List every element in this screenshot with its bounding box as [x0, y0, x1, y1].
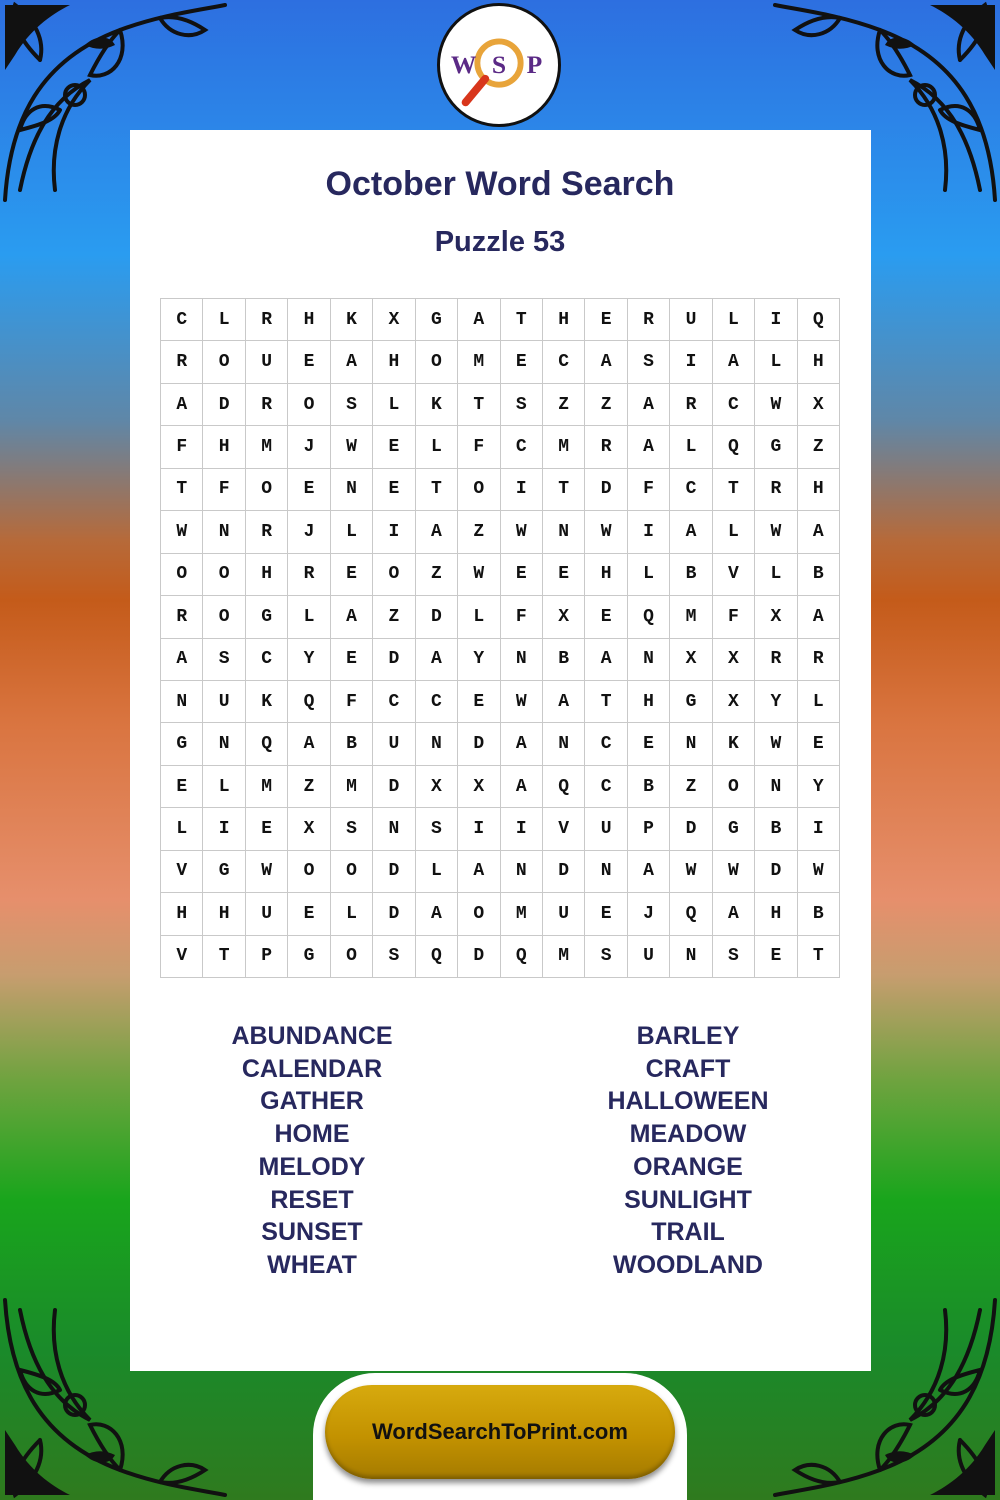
grid-cell[interactable]: G [713, 808, 755, 850]
grid-cell[interactable]: H [203, 893, 245, 935]
grid-cell[interactable]: D [373, 639, 415, 681]
grid-cell[interactable]: U [246, 893, 288, 935]
grid-cell[interactable]: H [585, 554, 627, 596]
grid-cell[interactable]: Q [543, 766, 585, 808]
grid-cell[interactable]: X [670, 639, 712, 681]
grid-cell[interactable]: W [755, 384, 797, 426]
grid-cell[interactable]: E [458, 681, 500, 723]
grid-cell[interactable]: S [373, 936, 415, 978]
grid-cell[interactable]: A [670, 511, 712, 553]
grid-cell[interactable]: H [755, 893, 797, 935]
grid-cell[interactable]: K [713, 723, 755, 765]
grid-cell[interactable]: E [501, 554, 543, 596]
grid-cell[interactable]: L [203, 299, 245, 341]
grid-cell[interactable]: D [373, 893, 415, 935]
grid-cell[interactable]: V [161, 936, 203, 978]
grid-cell[interactable]: X [755, 596, 797, 638]
grid-cell[interactable]: L [755, 341, 797, 383]
grid-cell[interactable]: N [670, 936, 712, 978]
grid-cell[interactable]: E [331, 554, 373, 596]
grid-cell[interactable]: R [755, 469, 797, 511]
grid-cell[interactable]: P [628, 808, 670, 850]
grid-cell[interactable]: Y [798, 766, 840, 808]
grid-cell[interactable]: O [288, 851, 330, 893]
grid-cell[interactable]: A [585, 639, 627, 681]
grid-cell[interactable]: B [755, 808, 797, 850]
grid-cell[interactable]: P [246, 936, 288, 978]
grid-cell[interactable]: Z [458, 511, 500, 553]
grid-cell[interactable]: X [373, 299, 415, 341]
grid-cell[interactable]: J [628, 893, 670, 935]
grid-cell[interactable]: X [288, 808, 330, 850]
grid-cell[interactable]: Y [458, 639, 500, 681]
grid-cell[interactable]: I [501, 808, 543, 850]
grid-cell[interactable]: W [246, 851, 288, 893]
grid-cell[interactable]: O [288, 384, 330, 426]
grid-cell[interactable]: N [628, 639, 670, 681]
grid-cell[interactable]: R [585, 426, 627, 468]
grid-cell[interactable]: M [246, 766, 288, 808]
grid-cell[interactable]: Q [288, 681, 330, 723]
grid-cell[interactable]: O [203, 341, 245, 383]
grid-cell[interactable]: N [331, 469, 373, 511]
grid-cell[interactable]: D [585, 469, 627, 511]
grid-cell[interactable]: F [501, 596, 543, 638]
grid-cell[interactable]: X [798, 384, 840, 426]
grid-cell[interactable]: T [585, 681, 627, 723]
grid-cell[interactable]: I [755, 299, 797, 341]
grid-cell[interactable]: D [755, 851, 797, 893]
grid-cell[interactable]: Z [670, 766, 712, 808]
grid-cell[interactable]: F [713, 596, 755, 638]
grid-cell[interactable]: M [501, 893, 543, 935]
grid-cell[interactable]: L [161, 808, 203, 850]
word-list-item: CRAFT [645, 1054, 731, 1083]
grid-cell[interactable]: I [501, 469, 543, 511]
grid-cell[interactable]: A [713, 341, 755, 383]
grid-cell[interactable]: R [670, 384, 712, 426]
grid-cell[interactable]: N [755, 766, 797, 808]
grid-cell[interactable]: O [458, 469, 500, 511]
grid-cell[interactable]: S [331, 384, 373, 426]
grid-cell[interactable]: Q [798, 299, 840, 341]
grid-cell[interactable]: Z [585, 384, 627, 426]
word-list-item: BARLEY [636, 1022, 740, 1050]
grid-cell[interactable]: T [161, 469, 203, 511]
grid-cell[interactable]: T [203, 936, 245, 978]
grid-cell[interactable]: N [501, 639, 543, 681]
grid-cell[interactable]: A [161, 639, 203, 681]
word-list-item: WHEAT [267, 1250, 357, 1279]
grid-cell[interactable]: E [331, 639, 373, 681]
grid-cell[interactable]: C [501, 426, 543, 468]
grid-cell[interactable]: A [416, 639, 458, 681]
grid-cell[interactable]: L [288, 596, 330, 638]
grid-cell[interactable]: A [288, 723, 330, 765]
grid-cell[interactable]: E [373, 426, 415, 468]
grid-cell[interactable]: U [670, 299, 712, 341]
grid-cell[interactable]: G [755, 426, 797, 468]
grid-cell[interactable]: B [798, 554, 840, 596]
grid-cell[interactable]: W [585, 511, 627, 553]
grid-cell[interactable]: L [798, 681, 840, 723]
grid-cell[interactable]: C [670, 469, 712, 511]
grid-cell[interactable]: C [543, 341, 585, 383]
grid-cell[interactable]: X [713, 681, 755, 723]
grid-cell[interactable]: I [798, 808, 840, 850]
grid-cell[interactable]: A [798, 511, 840, 553]
grid-cell[interactable]: L [331, 893, 373, 935]
grid-cell[interactable]: N [501, 851, 543, 893]
grid-cell[interactable]: W [458, 554, 500, 596]
word-list-item: MEADOW [629, 1120, 747, 1149]
grid-cell[interactable]: W [331, 426, 373, 468]
grid-cell[interactable]: E [585, 596, 627, 638]
page-title: October Word Search [325, 165, 675, 203]
grid-cell[interactable]: L [670, 426, 712, 468]
grid-cell[interactable]: X [458, 766, 500, 808]
grid-cell[interactable]: Q [416, 936, 458, 978]
grid-cell[interactable]: A [501, 723, 543, 765]
grid-cell[interactable]: E [288, 893, 330, 935]
grid-cell[interactable]: L [203, 766, 245, 808]
grid-cell[interactable]: Z [373, 596, 415, 638]
grid-cell[interactable]: R [798, 639, 840, 681]
grid-cell[interactable]: N [543, 511, 585, 553]
grid-cell[interactable]: X [713, 639, 755, 681]
grid-cell[interactable]: C [713, 384, 755, 426]
grid-cell[interactable]: A [713, 893, 755, 935]
word-list-item: ORANGE [633, 1152, 743, 1181]
grid-cell[interactable]: A [458, 299, 500, 341]
grid-cell[interactable]: L [713, 299, 755, 341]
grid-cell[interactable]: C [585, 723, 627, 765]
grid-cell[interactable]: L [755, 554, 797, 596]
grid-cell[interactable]: D [458, 936, 500, 978]
grid-cell[interactable]: G [670, 681, 712, 723]
logo-letter-p: P [526, 49, 543, 79]
grid-cell[interactable]: F [161, 426, 203, 468]
grid-cell[interactable]: N [373, 808, 415, 850]
word-list-item: SUNSET [261, 1218, 363, 1247]
grid-cell[interactable]: G [288, 936, 330, 978]
grid-cell[interactable]: Q [628, 596, 670, 638]
grid-cell[interactable]: E [373, 469, 415, 511]
grid-cell[interactable]: L [331, 511, 373, 553]
grid-cell[interactable]: N [161, 681, 203, 723]
grid-cell[interactable]: G [416, 299, 458, 341]
grid-cell[interactable]: H [798, 341, 840, 383]
grid-cell[interactable]: D [670, 808, 712, 850]
grid-cell[interactable]: H [798, 469, 840, 511]
grid-cell[interactable]: I [203, 808, 245, 850]
grid-cell[interactable]: T [416, 469, 458, 511]
grid-cell[interactable]: F [458, 426, 500, 468]
grid-cell[interactable]: M [331, 766, 373, 808]
grid-cell[interactable]: L [628, 554, 670, 596]
grid-cell[interactable]: Z [543, 384, 585, 426]
grid-cell[interactable]: S [203, 639, 245, 681]
grid-cell[interactable]: K [331, 299, 373, 341]
grid-cell[interactable]: D [373, 851, 415, 893]
grid-cell[interactable]: O [331, 936, 373, 978]
grid-cell[interactable]: Q [713, 426, 755, 468]
grid-cell[interactable]: T [713, 469, 755, 511]
grid-cell[interactable]: E [755, 936, 797, 978]
grid-cell[interactable]: E [161, 766, 203, 808]
grid-cell[interactable]: D [203, 384, 245, 426]
grid-cell[interactable]: K [246, 681, 288, 723]
grid-cell[interactable]: V [161, 851, 203, 893]
grid-cell[interactable]: E [628, 723, 670, 765]
grid-cell[interactable]: A [543, 681, 585, 723]
grid-cell[interactable]: M [246, 426, 288, 468]
grid-cell[interactable]: M [670, 596, 712, 638]
grid-cell[interactable]: W [755, 723, 797, 765]
logo-letter-w: W [450, 49, 477, 79]
grid-cell[interactable]: S [628, 341, 670, 383]
grid-cell[interactable]: M [543, 426, 585, 468]
grid-cell[interactable]: E [246, 808, 288, 850]
grid-cell[interactable]: R [246, 511, 288, 553]
grid-cell[interactable]: H [543, 299, 585, 341]
grid-cell[interactable]: W [798, 851, 840, 893]
grid-cell[interactable]: H [246, 554, 288, 596]
grid-cell[interactable]: M [458, 341, 500, 383]
grid-cell[interactable]: L [713, 511, 755, 553]
grid-cell[interactable]: A [161, 384, 203, 426]
grid-cell[interactable]: V [713, 554, 755, 596]
grid-cell[interactable]: A [628, 851, 670, 893]
grid-cell[interactable]: F [331, 681, 373, 723]
grid-cell[interactable]: R [161, 341, 203, 383]
word-list-item: GATHER [260, 1087, 364, 1116]
grid-cell[interactable]: Q [501, 936, 543, 978]
grid-cell[interactable]: W [501, 681, 543, 723]
grid-cell[interactable]: U [585, 808, 627, 850]
grid-cell[interactable]: B [670, 554, 712, 596]
grid-cell[interactable]: R [246, 384, 288, 426]
grid-cell[interactable]: M [543, 936, 585, 978]
grid-cell[interactable]: A [585, 341, 627, 383]
grid-cell[interactable]: N [543, 723, 585, 765]
grid-cell[interactable]: O [713, 766, 755, 808]
grid-cell[interactable]: W [161, 511, 203, 553]
grid-cell[interactable]: W [713, 851, 755, 893]
grid-cell[interactable]: E [585, 299, 627, 341]
word-list-item: HALLOWEEN [607, 1087, 769, 1116]
grid-cell[interactable]: R [628, 299, 670, 341]
grid-cell[interactable]: A [416, 893, 458, 935]
grid-cell[interactable]: Z [288, 766, 330, 808]
word-list-item: MELODY [258, 1152, 366, 1181]
grid-cell[interactable]: A [458, 851, 500, 893]
grid-cell[interactable]: I [458, 808, 500, 850]
grid-cell[interactable]: X [543, 596, 585, 638]
grid-cell[interactable]: O [331, 851, 373, 893]
grid-cell[interactable]: A [416, 511, 458, 553]
grid-cell[interactable]: N [416, 723, 458, 765]
grid-cell[interactable]: G [203, 851, 245, 893]
grid-cell[interactable]: Z [416, 554, 458, 596]
grid-cell[interactable]: L [458, 596, 500, 638]
grid-cell[interactable]: Q [246, 723, 288, 765]
grid-cell[interactable]: W [670, 851, 712, 893]
grid-cell[interactable]: C [373, 681, 415, 723]
puzzle-number: Puzzle 53 [434, 226, 566, 258]
grid-cell[interactable]: O [373, 554, 415, 596]
logo-letter-s: S [491, 49, 507, 79]
grid-cell[interactable]: S [416, 808, 458, 850]
grid-cell[interactable]: A [628, 426, 670, 468]
grid-cell[interactable]: E [288, 469, 330, 511]
grid-cell[interactable]: S [713, 936, 755, 978]
website-link-button[interactable]: WordSearchToPrint.com [325, 1385, 675, 1479]
grid-cell[interactable]: D [543, 851, 585, 893]
grid-cell[interactable]: W [755, 511, 797, 553]
grid-cell[interactable]: O [161, 554, 203, 596]
grid-cell[interactable]: L [373, 384, 415, 426]
grid-cell[interactable]: D [416, 596, 458, 638]
grid-cell[interactable]: H [373, 341, 415, 383]
grid-cell[interactable]: E [288, 341, 330, 383]
grid-cell[interactable]: Z [798, 426, 840, 468]
word-list-item: RESET [270, 1185, 354, 1214]
grid-cell[interactable]: R [246, 299, 288, 341]
grid-cell[interactable]: R [755, 639, 797, 681]
grid-cell[interactable]: N [670, 723, 712, 765]
grid-cell[interactable]: F [203, 469, 245, 511]
grid-cell[interactable]: R [288, 554, 330, 596]
word-list-item: CALENDAR [241, 1054, 383, 1083]
grid-cell[interactable]: K [416, 384, 458, 426]
grid-cell[interactable]: H [288, 299, 330, 341]
grid-cell[interactable]: O [416, 341, 458, 383]
grid-cell[interactable]: I [670, 341, 712, 383]
grid-cell[interactable]: I [628, 511, 670, 553]
word-list-item: SUNLIGHT [624, 1185, 752, 1214]
grid-cell[interactable]: Y [288, 639, 330, 681]
grid-cell[interactable]: G [246, 596, 288, 638]
grid-cell[interactable]: X [416, 766, 458, 808]
grid-cell[interactable]: H [161, 893, 203, 935]
grid-cell[interactable]: T [543, 469, 585, 511]
grid-cell[interactable]: U [543, 893, 585, 935]
word-list-item: TRAIL [651, 1218, 725, 1247]
grid-cell[interactable]: C [585, 766, 627, 808]
grid-cell[interactable]: S [331, 808, 373, 850]
grid-cell[interactable]: L [416, 851, 458, 893]
grid-cell[interactable]: Y [755, 681, 797, 723]
grid-cell[interactable]: N [203, 511, 245, 553]
grid-cell[interactable]: S [501, 384, 543, 426]
grid-cell[interactable]: Q [670, 893, 712, 935]
grid-cell[interactable]: D [458, 723, 500, 765]
grid-cell[interactable]: R [161, 596, 203, 638]
grid-cell[interactable]: F [628, 469, 670, 511]
grid-cell[interactable]: C [246, 639, 288, 681]
grid-cell[interactable]: E [585, 893, 627, 935]
grid-cell[interactable]: A [501, 766, 543, 808]
word-list-right [538, 1020, 838, 1282]
grid-cell[interactable]: E [543, 554, 585, 596]
grid-cell[interactable]: J [288, 511, 330, 553]
grid-cell[interactable]: I [373, 511, 415, 553]
grid-cell[interactable]: A [628, 384, 670, 426]
grid-cell[interactable]: O [246, 469, 288, 511]
grid-cell[interactable]: C [416, 681, 458, 723]
grid-cell[interactable]: U [203, 681, 245, 723]
grid-cell[interactable]: B [628, 766, 670, 808]
grid-cell[interactable]: E [501, 341, 543, 383]
grid-cell[interactable]: A [331, 341, 373, 383]
grid-cell[interactable]: S [585, 936, 627, 978]
grid-cell[interactable]: B [543, 639, 585, 681]
grid-cell[interactable]: O [203, 554, 245, 596]
grid-cell[interactable]: T [798, 936, 840, 978]
word-list-item: WOODLAND [613, 1250, 763, 1279]
letter-grid[interactable] [160, 298, 840, 978]
grid-cell[interactable]: L [416, 426, 458, 468]
word-list-item: HOME [274, 1120, 350, 1149]
grid-cell[interactable]: H [628, 681, 670, 723]
grid-cell[interactable]: C [161, 299, 203, 341]
grid-cell[interactable]: U [373, 723, 415, 765]
grid-cell[interactable]: H [203, 426, 245, 468]
grid-cell[interactable]: O [458, 893, 500, 935]
grid-cell[interactable]: O [203, 596, 245, 638]
grid-cell[interactable]: B [798, 893, 840, 935]
grid-cell[interactable]: E [798, 723, 840, 765]
grid-cell[interactable]: W [501, 511, 543, 553]
grid-cell[interactable]: T [458, 384, 500, 426]
grid-cell[interactable]: D [373, 766, 415, 808]
wsp-logo[interactable] [437, 3, 561, 127]
grid-cell[interactable]: U [628, 936, 670, 978]
grid-cell[interactable]: J [288, 426, 330, 468]
grid-cell[interactable]: N [203, 723, 245, 765]
grid-cell[interactable]: U [246, 341, 288, 383]
grid-cell[interactable]: B [331, 723, 373, 765]
word-list-left [162, 1020, 462, 1282]
grid-cell[interactable]: T [501, 299, 543, 341]
grid-cell[interactable]: G [161, 723, 203, 765]
grid-cell[interactable]: A [331, 596, 373, 638]
grid-cell[interactable]: V [543, 808, 585, 850]
grid-cell[interactable]: N [585, 851, 627, 893]
word-list-item: ABUNDANCE [231, 1022, 393, 1050]
grid-cell[interactable]: A [798, 596, 840, 638]
